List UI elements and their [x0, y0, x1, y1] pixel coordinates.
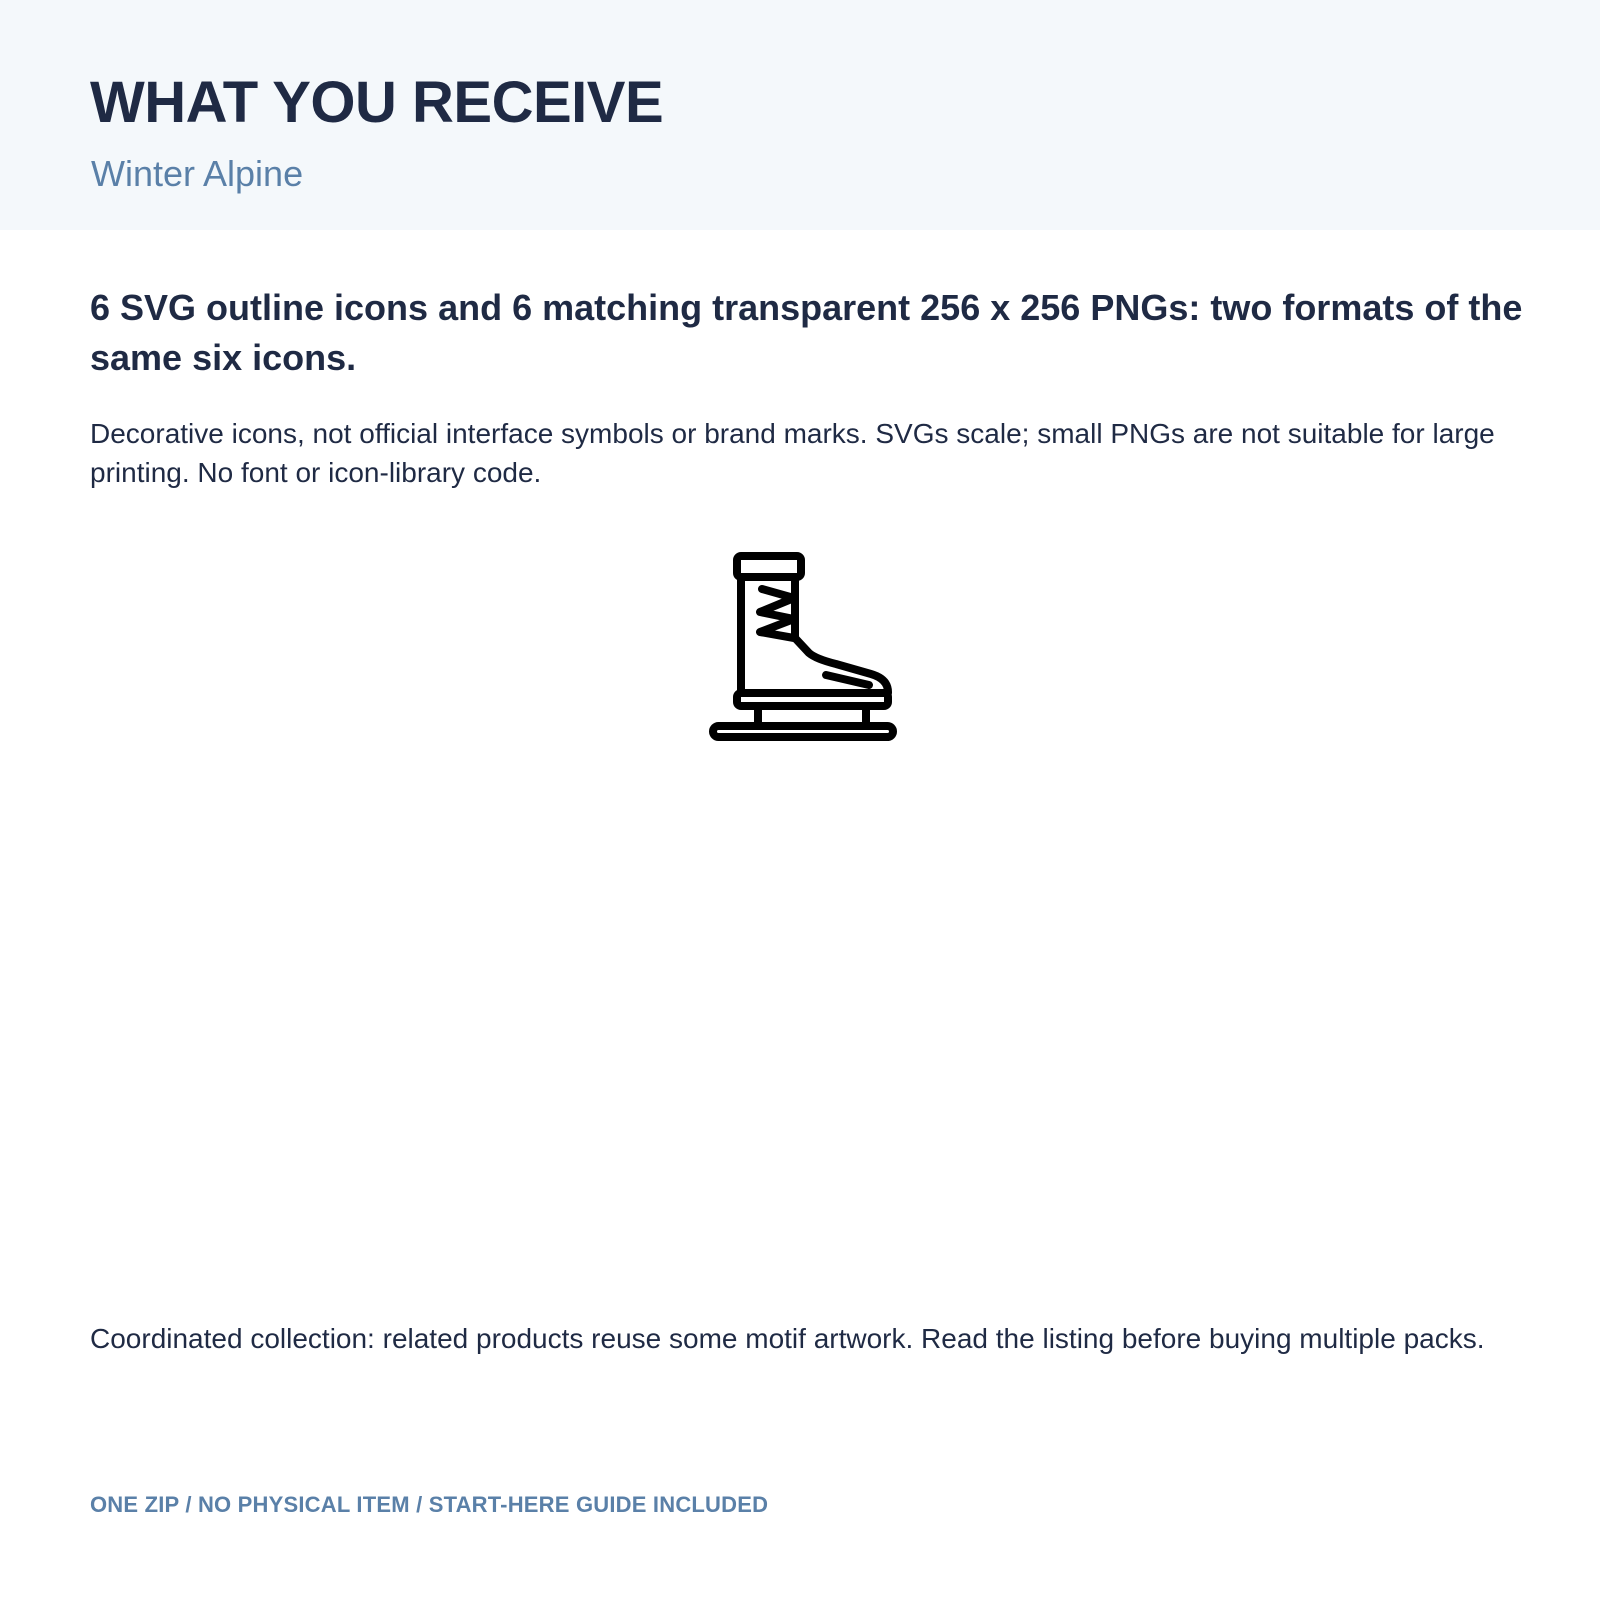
collection-name: Winter Alpine	[91, 153, 304, 194]
delivery-note: ONE ZIP / NO PHYSICAL ITEM / START-HERE GUIDE INCLUDED	[90, 1492, 769, 1517]
page-title: WHAT YOU RECEIVE	[90, 70, 664, 135]
collection-note: Coordinated collection: related products reuse some motif artwork. Read the listing before buying multiple packs.	[90, 1323, 1485, 1354]
header-band	[0, 0, 1600, 230]
contents-headline: 6 SVG outline icons and 6 matching transparent 256 x 256 PNGs: two formats of the same six icons.	[90, 287, 1523, 378]
ice-skate-icon	[706, 552, 902, 752]
usage-description: Decorative icons, not official interface symbols or brand marks. SVGs scale; small PNGs are not suitable for large printing. No font or icon-library code.	[90, 418, 1495, 488]
